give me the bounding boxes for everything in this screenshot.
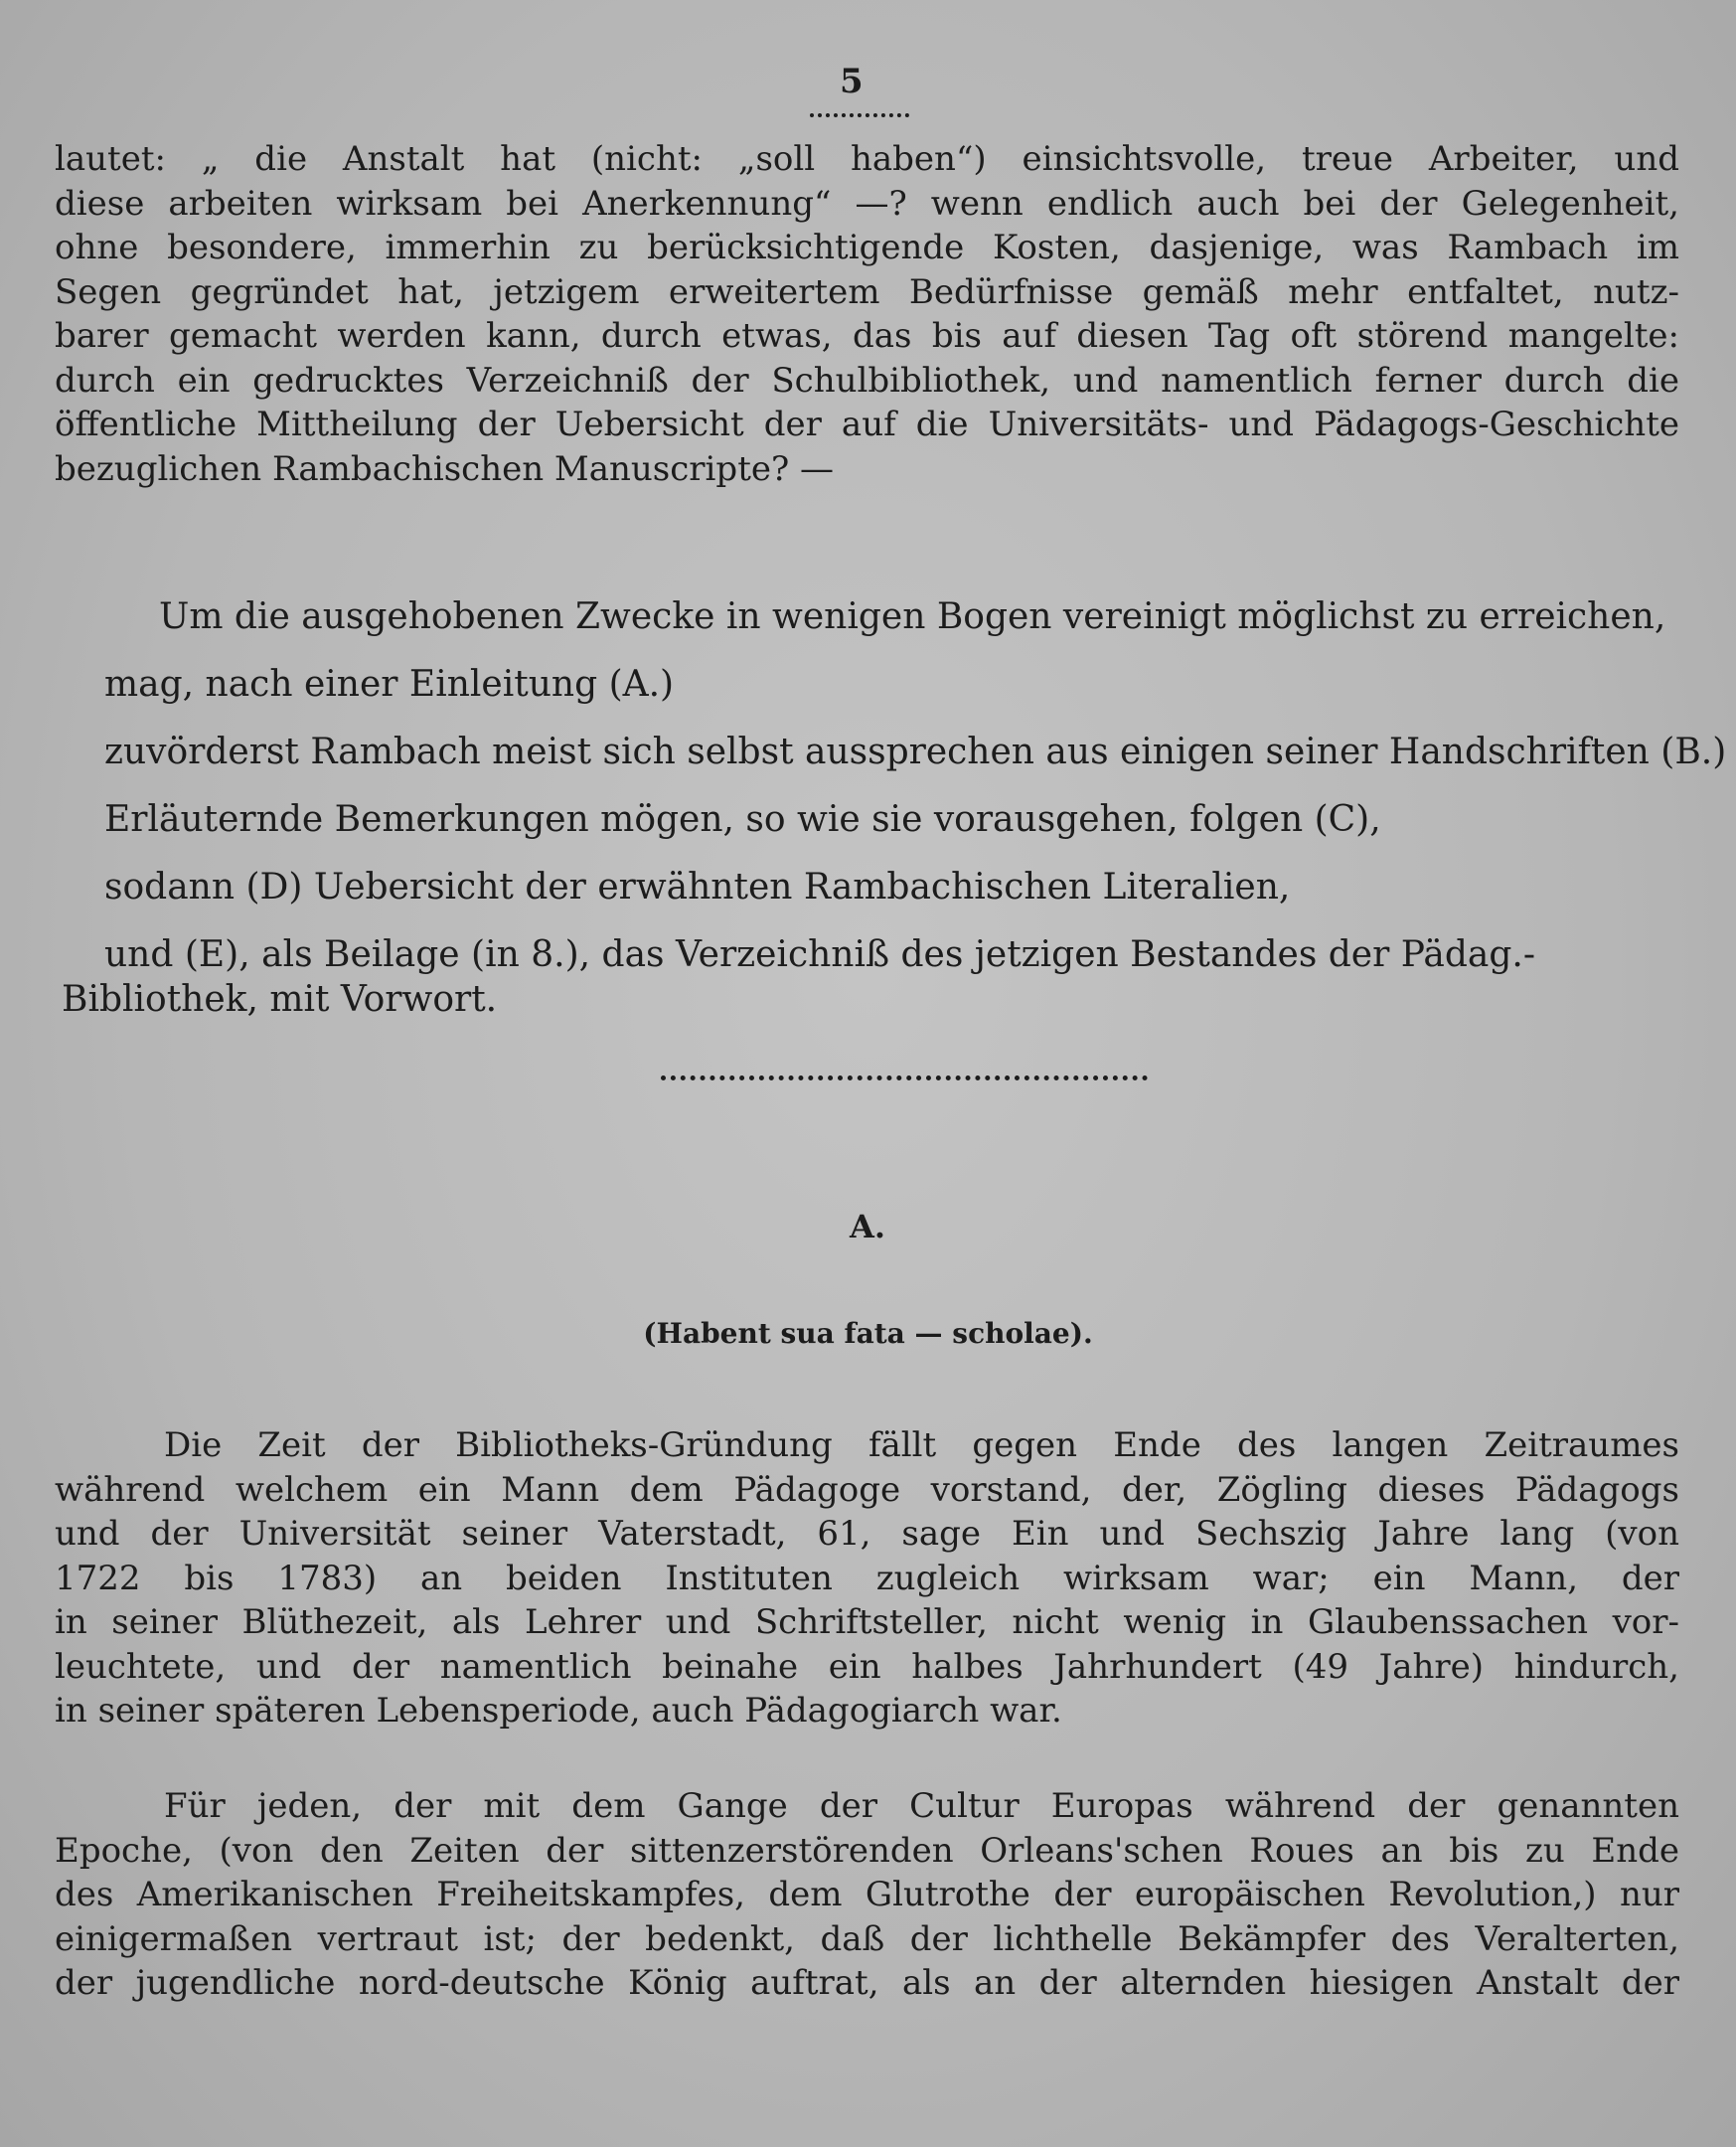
- plan-line: zuvörderst Rambach meist sich selbst aussprechen aus einigen seiner Handschriften (B.): [104, 732, 1727, 772]
- plan-line: mag, nach einer Einleitung (A.): [104, 664, 675, 705]
- text-line: Segen gegründet hat, jetzigem erweitertem Bedürfnisse gemäß mehr entfaltet, nutz-: [55, 271, 1679, 312]
- text-line: in seiner späteren Lebensperiode, auch Pädagogiarch war.: [55, 1691, 1062, 1731]
- text-line: bezuglichen Rambachischen Manuscripte? —: [55, 448, 835, 489]
- intro-paragraph: [55, 137, 1679, 491]
- plan-line: Bibliothek, mit Vorwort.: [62, 979, 498, 1020]
- plan-line: sodann (D) Uebersicht der erwähnten Rambachischen Literalien,: [104, 867, 1291, 908]
- plan-line: und (E), als Beilage (in 8.), das Verzeichniß des jetzigen Bestandes der Pädag.-: [104, 934, 1535, 975]
- text-line: lautet: „ die Anstalt hat (nicht: „soll haben“) einsichtsvolle, treue Arbeiter, und: [55, 139, 1679, 179]
- section-heading: A.: [850, 1208, 885, 1245]
- text-line: Die Zeit der Bibliotheks-Gründung fällt gegen Ende des langen Zeitraumes: [164, 1425, 1679, 1465]
- text-line: des Amerikanischen Freiheitskampfes, dem Glutrothe der europäischen Revolution,) nur: [55, 1875, 1679, 1914]
- section-motto: (Habent sua fata — scholae).: [643, 1317, 1093, 1350]
- text-line: barer gemacht werden kann, durch etwas, das bis auf diesen Tag oft störend mangelte:: [55, 316, 1679, 356]
- plan-line: Erläuternde Bemerkungen mögen, so wie sie vorausgehen, folgen (C),: [104, 799, 1381, 840]
- section-divider: [661, 1075, 1148, 1080]
- text-line: öffentliche Mittheilung der Uebersicht der auf die Universitäts- und Pädagogs-Geschichte: [55, 405, 1679, 444]
- text-line: und der Universität seiner Vaterstadt, 61, sage Ein und Sechszig Jahre lang (von: [55, 1514, 1679, 1554]
- plan-line: Um die ausgehobenen Zwecke in wenigen Bogen vereinigt möglichst zu erreichen,: [159, 596, 1666, 637]
- text-line: Epoche, (von den Zeiten der sittenzerstörenden Orleans'schen Roues an bis zu Ende: [55, 1830, 1679, 1871]
- text-line: leuchtete, und der namentlich beinahe ein halbes Jahrhundert (49 Jahre) hindurch,: [55, 1646, 1679, 1687]
- text-line: der jugendliche nord-deutsche König auftrat, als an der alternden hiesigen Anstalt der: [55, 1963, 1679, 2003]
- text-line: in seiner Blüthezeit, als Lehrer und Schriftsteller, nicht wenig in Glaubenssachen vor-: [55, 1602, 1679, 1642]
- text-line: 1722 bis 1783) an beiden Instituten zugleich wirksam war; ein Mann, der: [55, 1558, 1679, 1598]
- text-line: einigermaßen vertraut ist; der bedenkt, daß der lichthelle Bekämpfer des Veralterten,: [55, 1918, 1679, 1959]
- paragraph-1: [55, 1423, 1679, 1734]
- page-number: 5: [840, 62, 864, 101]
- ornamental-rule: [810, 113, 909, 117]
- text-line: ohne besondere, immerhin zu berücksichtigende Kosten, dasjenige, was Rambach im: [55, 228, 1679, 267]
- text-line: diese arbeiten wirksam bei Anerkennung“ —? wenn endlich auch bei der Gelegenheit,: [55, 183, 1679, 224]
- text-line: durch ein gedrucktes Verzeichniß der Schulbibliothek, und namentlich ferner durch die: [55, 360, 1679, 401]
- text-line: Für jeden, der mit dem Gange der Cultur Europas während der genannten: [164, 1786, 1679, 1826]
- text-line: während welchem ein Mann dem Pädagoge vorstand, der, Zögling dieses Pädagogs: [55, 1469, 1679, 1510]
- paragraph-2: [55, 1784, 1679, 2006]
